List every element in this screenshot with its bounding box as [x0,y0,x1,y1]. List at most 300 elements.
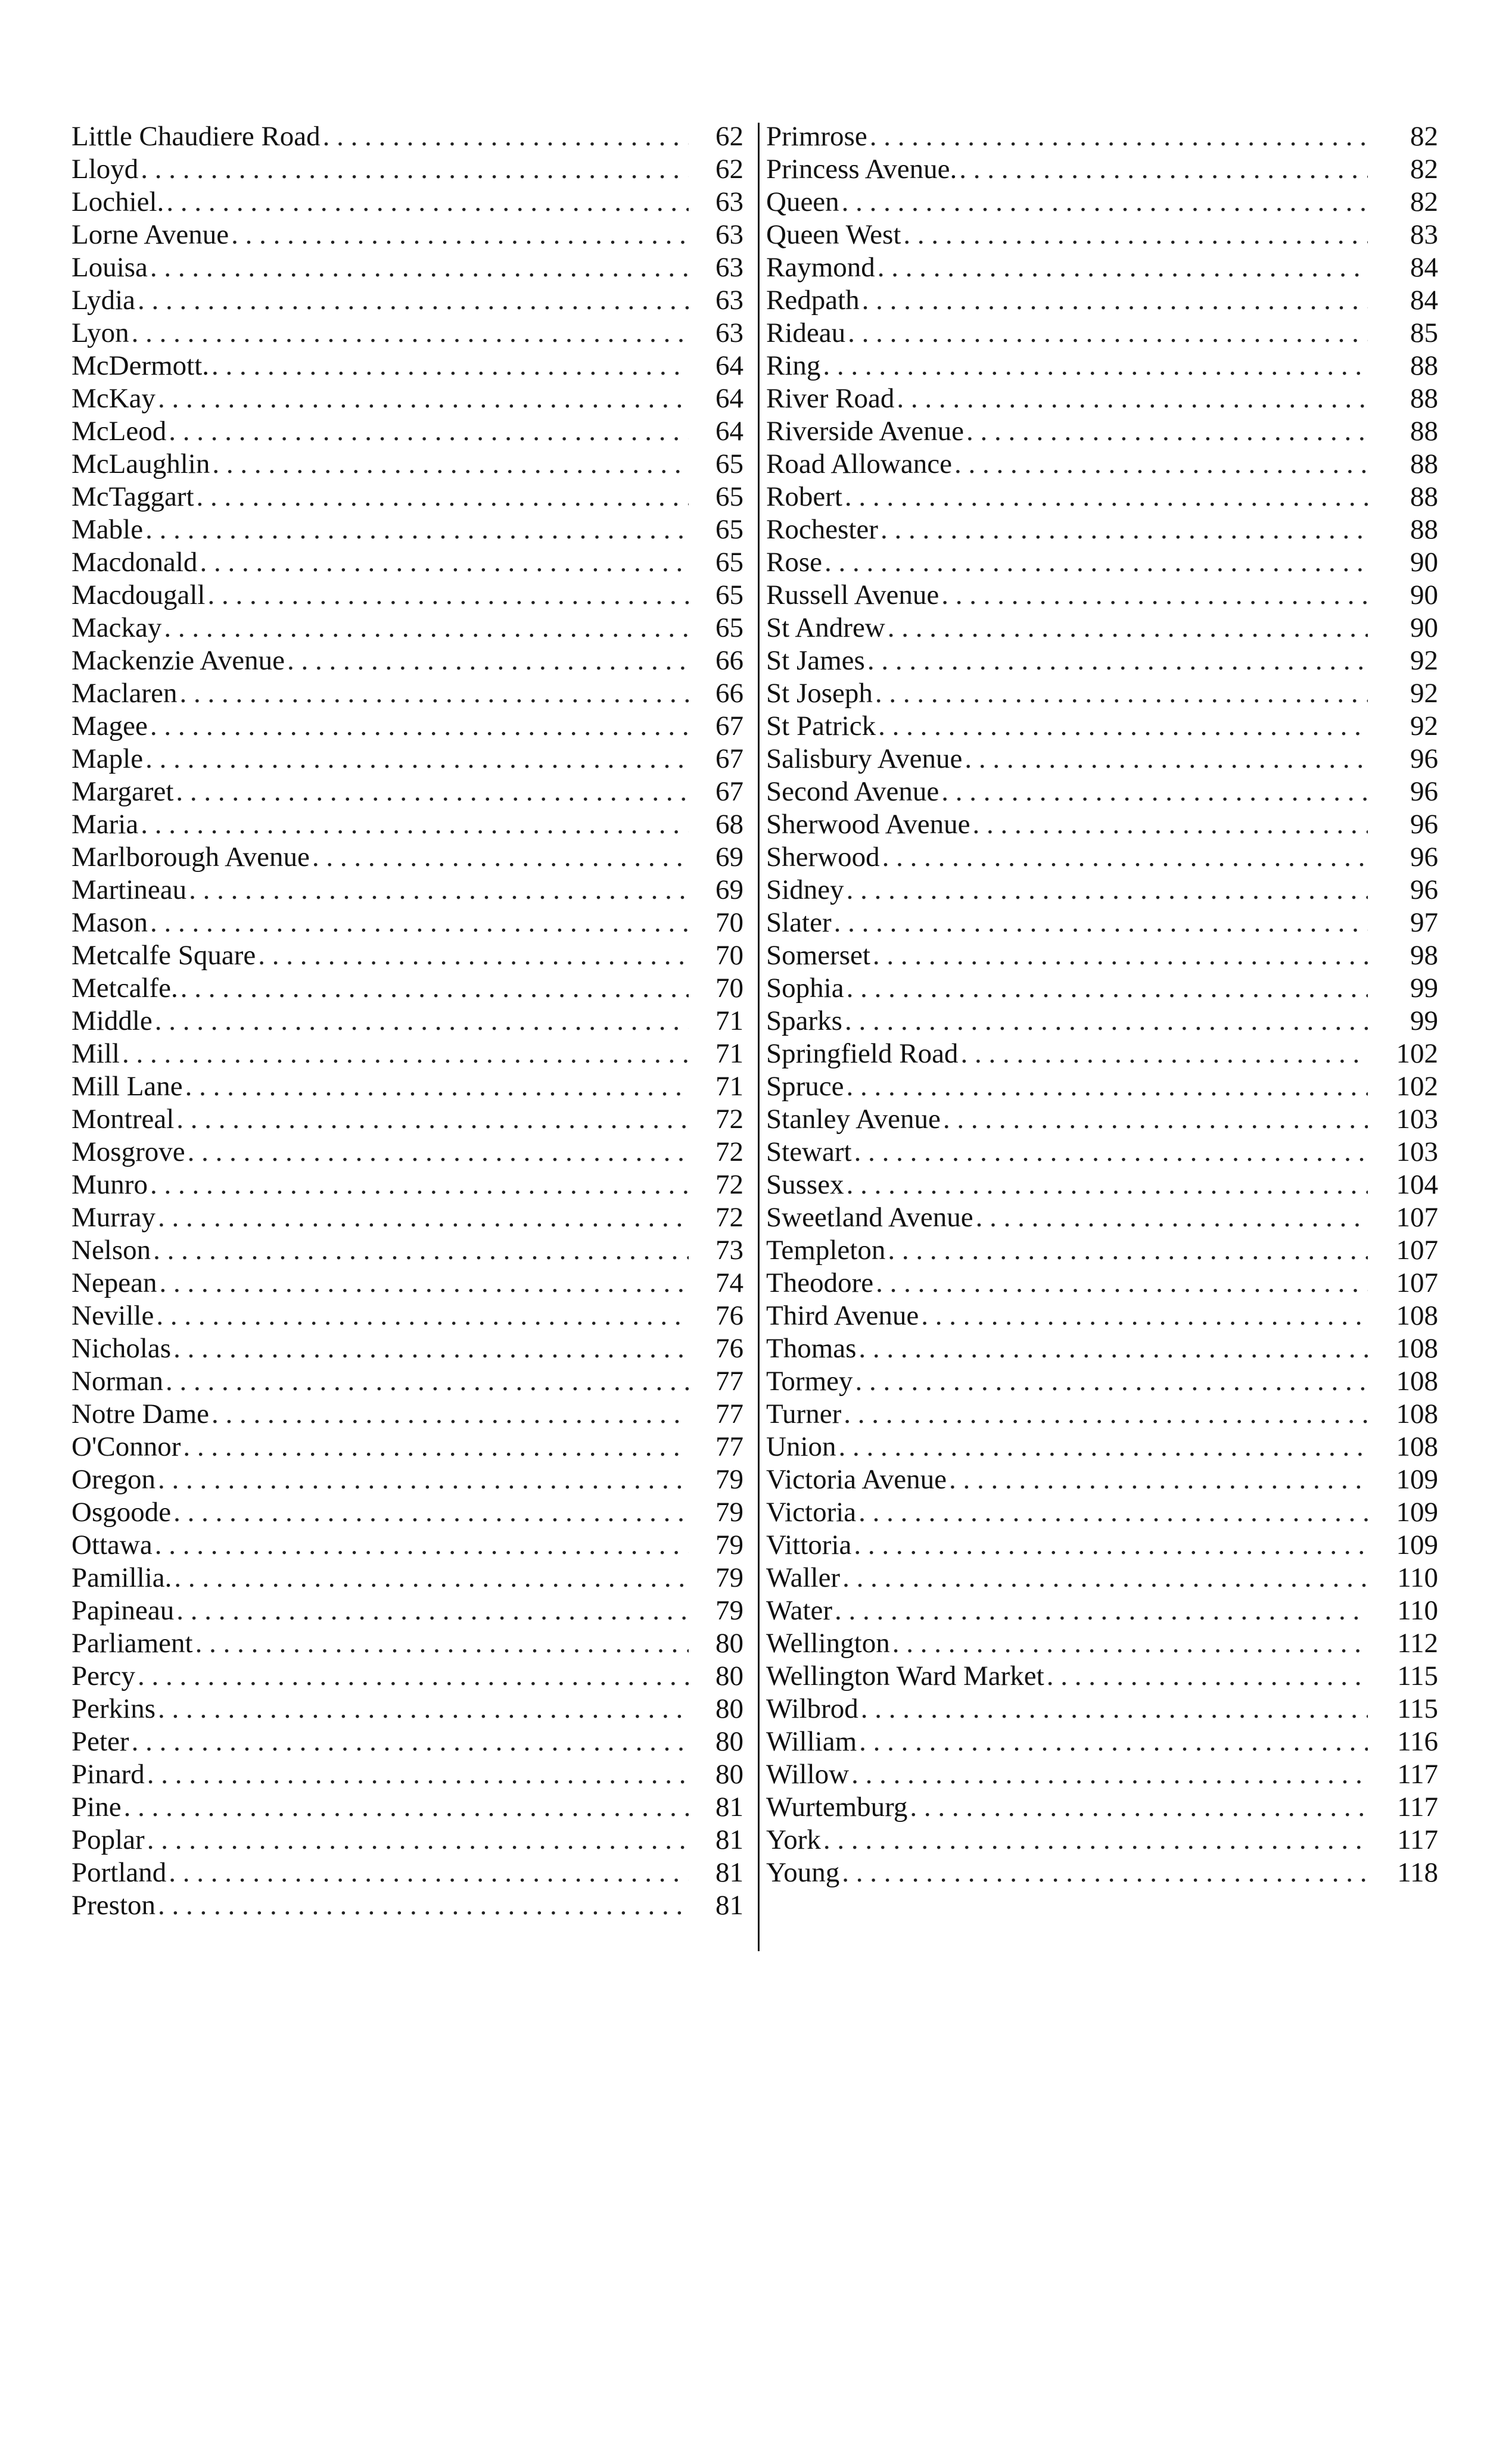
dot-leader [179,677,689,710]
dot-leader [903,219,1368,251]
dot-leader [211,350,689,382]
page-number: 103 [1396,1104,1438,1135]
dot-leader [966,415,1368,448]
dot-leader [859,1725,1368,1758]
page-number: 109 [1396,1497,1438,1528]
dot-leader [173,1332,689,1365]
dot-leader [949,1463,1368,1496]
page-number: 63 [715,186,743,217]
index-entry [71,612,743,644]
index-entry [71,219,743,251]
page-number: 82 [1410,121,1438,152]
index-entry [71,1300,743,1332]
dot-leader [132,1725,689,1758]
street-name: Mackay [71,612,162,643]
page-number: 66 [715,678,743,709]
street-name: Sophia [766,973,844,1004]
street-name: Lyon [71,317,129,348]
index-entry [766,1594,1438,1627]
index-column-right [766,120,1438,1889]
street-name: St Patrick [766,711,876,742]
page-number: 80 [715,1628,743,1659]
page-number: 64 [715,383,743,414]
page-number: 84 [1410,285,1438,316]
index-entry [71,1332,743,1365]
page-number: 83 [1410,219,1438,250]
street-name: Mill [71,1038,120,1069]
index-entry [766,1627,1438,1660]
page-number: 96 [1410,776,1438,807]
index-entry [71,251,743,284]
dot-leader [208,579,689,612]
index-entry [766,513,1438,546]
dot-leader [976,1201,1368,1234]
street-name: Somerset [766,940,870,971]
street-name: Stewart [766,1136,852,1167]
page-number: 88 [1410,481,1438,512]
street-name: Magee [71,711,148,742]
page-number: 108 [1396,1300,1438,1331]
page-number: 77 [715,1398,743,1429]
dot-leader [176,775,689,808]
index-entry [766,939,1438,972]
page-number: 110 [1397,1562,1438,1593]
index-entry [71,317,743,350]
street-name: Mackenzie Avenue [71,645,285,676]
street-name: Water [766,1595,833,1626]
dot-leader [122,1038,689,1070]
index-entry [71,1529,743,1562]
dot-leader [854,1529,1368,1562]
page-number: 96 [1410,842,1438,873]
page-number: 72 [715,1202,743,1233]
dot-leader [854,1136,1368,1169]
page-number: 81 [715,1824,743,1855]
street-name: Munro [71,1169,148,1200]
street-name: Third Avenue [766,1300,919,1331]
dot-leader [197,481,689,513]
dot-leader [892,1627,1368,1660]
index-entry [71,350,743,382]
index-entry [766,1300,1438,1332]
page-number: 82 [1410,154,1438,185]
index-entry [71,1463,743,1496]
index-entry [766,120,1438,153]
page-number: 63 [715,252,743,283]
street-name: Nelson [71,1235,151,1266]
dot-leader [858,1496,1368,1529]
index-entry [71,1562,743,1594]
street-name: Wilbrod [766,1693,858,1724]
street-name: Wellington Ward Market [766,1661,1044,1692]
dot-leader [960,1038,1368,1070]
dot-leader [941,579,1368,612]
dot-leader [847,874,1368,907]
street-name: Sweetland Avenue [766,1202,973,1233]
dot-leader [873,939,1368,972]
index-entry [766,644,1438,677]
page-number: 81 [715,1792,743,1823]
dot-leader [847,1169,1368,1201]
index-entry [766,1103,1438,1136]
index-entry [71,939,743,972]
page-number: 88 [1410,416,1438,447]
dot-leader [842,186,1368,219]
street-name: Queen West [766,219,901,250]
page-number: 109 [1396,1464,1438,1495]
dot-leader [155,1529,689,1562]
street-name: Turner [766,1398,842,1429]
page-number: 99 [1410,973,1438,1004]
dot-leader [848,317,1368,350]
page-number: 90 [1410,612,1438,643]
street-name: Parliament [71,1628,193,1659]
page-number: 70 [715,907,743,938]
street-name: Young [766,1857,840,1888]
street-name: Norman [71,1366,164,1397]
page-number: 81 [715,1890,743,1921]
index-entry [766,612,1438,644]
page-number: 104 [1396,1169,1438,1200]
index-entry [71,120,743,153]
index-entry [71,841,743,874]
index-entry [71,513,743,546]
index-entry [766,1398,1438,1431]
page-number: 71 [715,1071,743,1102]
dot-leader [851,1758,1368,1791]
dot-leader [141,153,689,186]
street-name: Little Chaudiere Road [71,121,321,152]
dot-leader [910,1791,1368,1824]
index-entry [71,677,743,710]
page-number: 80 [715,1693,743,1724]
index-entry [71,1856,743,1889]
street-name: Wellington [766,1628,890,1659]
street-name: Union [766,1431,836,1462]
dot-leader [174,1562,689,1594]
page-number: 77 [715,1431,743,1462]
index-entry [766,251,1438,284]
street-name: McLeod [71,416,167,447]
dot-leader [862,284,1368,317]
street-name: Poplar [71,1824,145,1855]
dot-leader [855,1365,1368,1398]
index-entry [766,1431,1438,1463]
street-name: Lochiel. [71,186,164,217]
page-number: 76 [715,1333,743,1364]
dot-leader [875,677,1368,710]
street-name: Lydia [71,285,136,316]
street-name: Oregon [71,1464,155,1495]
street-name: Primrose [766,121,867,152]
index-entry [71,1136,743,1169]
index-entry [71,874,743,907]
dot-leader [160,1267,689,1300]
index-entry [766,907,1438,939]
dot-leader [823,1824,1368,1856]
street-name: Martineau [71,874,187,905]
page-number: 90 [1410,547,1438,578]
street-name: Pinard [71,1759,145,1790]
street-name: Sherwood [766,842,880,873]
index-entry [766,1234,1438,1267]
dot-leader [169,1856,689,1889]
page-number: 117 [1397,1759,1438,1790]
dot-leader [834,907,1368,939]
index-entry [71,153,743,186]
index-entry [766,284,1438,317]
page-number: 69 [715,842,743,873]
index-entry [71,448,743,481]
page-number: 118 [1397,1857,1438,1888]
index-entry [71,1758,743,1791]
index-entry [766,317,1438,350]
dot-leader [150,1169,689,1201]
page-number: 73 [715,1235,743,1266]
dot-leader [861,1693,1368,1725]
index-entry [71,1201,743,1234]
dot-leader [156,1300,689,1332]
page-number: 99 [1410,1005,1438,1036]
dot-leader [858,1332,1368,1365]
street-name: Sidney [766,874,844,905]
dot-leader [153,1234,689,1267]
page-number: 92 [1410,678,1438,709]
page-number: 80 [715,1661,743,1692]
index-column-left [71,120,743,1922]
dot-leader [870,120,1368,153]
page-number: 82 [1410,186,1438,217]
page-number: 108 [1396,1398,1438,1429]
dot-leader [145,513,689,546]
dot-leader [845,481,1368,513]
street-name: Metcalfe Square [71,940,256,971]
page-number: 63 [715,219,743,250]
index-entry [766,1562,1438,1594]
street-name: Robert [766,481,842,512]
street-name: Sparks [766,1005,842,1036]
page-number: 63 [715,317,743,348]
index-entry [71,1693,743,1725]
page-number: 65 [715,547,743,578]
index-entry [766,808,1438,841]
street-name: Willow [766,1759,850,1790]
index-entry [71,186,743,219]
index-entry [71,1365,743,1398]
index-entry [71,1070,743,1103]
street-name: Maria [71,809,139,840]
street-name: Stanley Avenue [766,1104,941,1135]
dot-leader [183,1431,689,1463]
street-name: Raymond [766,252,875,283]
index-entry [71,382,743,415]
street-name: McKay [71,383,155,414]
page-number: 72 [715,1104,743,1135]
index-entry [71,481,743,513]
page-number: 103 [1396,1136,1438,1167]
index-entry [766,481,1438,513]
street-name: Montreal [71,1104,175,1135]
index-entry [71,644,743,677]
street-name: Notre Dame [71,1398,209,1429]
street-name: Mason [71,907,148,938]
page-number: 62 [715,154,743,185]
page-number: 67 [715,776,743,807]
street-name: Peter [71,1726,129,1757]
street-name: Osgoode [71,1497,172,1528]
page-number: 96 [1410,743,1438,774]
dot-leader [155,1005,689,1038]
street-name: Princess Avenue. [766,154,957,185]
page-number: 92 [1410,711,1438,742]
index-entry [766,153,1438,186]
index-entry [766,1169,1438,1201]
street-name: Templeton [766,1235,886,1266]
index-entry [766,1070,1438,1103]
page-number: 85 [1410,317,1438,348]
dot-leader [231,219,689,251]
index-entry [766,1136,1438,1169]
dot-leader [965,743,1368,775]
page-number: 66 [715,645,743,676]
dot-leader [195,1627,689,1660]
index-entry [766,1529,1438,1562]
index-entry [766,1267,1438,1300]
index-entry [71,1660,743,1693]
dot-leader [842,1856,1368,1889]
dot-leader [835,1594,1368,1627]
street-name: Nicholas [71,1333,172,1364]
dot-leader [959,153,1368,186]
index-entry [766,677,1438,710]
page-number: 116 [1397,1726,1438,1757]
index-entry [71,907,743,939]
page-number: 65 [715,580,743,610]
street-name: Sherwood Avenue [766,809,970,840]
dot-leader [823,350,1368,382]
street-name: Macdougall [71,580,206,610]
dot-leader [847,972,1368,1005]
index-entry [71,1627,743,1660]
street-name: Vittoria [766,1530,852,1560]
page-number: 96 [1410,809,1438,840]
page-number: 80 [715,1759,743,1790]
index-entry [766,775,1438,808]
page-number: 64 [715,350,743,381]
page-number: 88 [1410,383,1438,414]
dot-leader [173,1496,689,1529]
dot-leader [842,1562,1368,1594]
street-name: Wurtemburg [766,1792,908,1823]
dot-leader [181,972,689,1005]
index-entry [71,1234,743,1267]
street-name: Margaret [71,776,174,807]
street-name: St Joseph [766,678,873,709]
dot-leader [185,1070,689,1103]
page-number: 71 [715,1038,743,1069]
street-name: Perkins [71,1693,155,1724]
dot-leader [888,612,1368,644]
index-entry [766,1824,1438,1856]
street-name: St James [766,645,865,676]
page-number: 102 [1396,1071,1438,1102]
street-name: Thomas [766,1333,857,1364]
index-entry [766,841,1438,874]
dot-leader [867,644,1368,677]
page-number: 77 [715,1366,743,1397]
page-number: 117 [1397,1824,1438,1855]
index-entry [766,874,1438,907]
street-name: McDermott. [71,350,210,381]
index-entry [71,1038,743,1070]
page-number: 69 [715,874,743,905]
dot-leader [169,415,689,448]
index-entry [766,743,1438,775]
index-entry [766,1791,1438,1824]
index-entry [71,808,743,841]
street-name: Redpath [766,285,860,316]
street-name: Queen [766,186,839,217]
dot-leader [845,1005,1368,1038]
street-name: Second Avenue [766,776,939,807]
street-name: Sussex [766,1169,844,1200]
street-name: Waller [766,1562,841,1593]
page-number: 107 [1396,1235,1438,1266]
index-entry [766,448,1438,481]
index-entry [766,219,1438,251]
dot-leader [138,284,689,317]
index-entry [71,579,743,612]
page-number: 68 [715,809,743,840]
street-name: Maclaren [71,678,178,709]
street-name: Papineau [71,1595,175,1626]
index-entry [766,1758,1438,1791]
street-name: Tormey [766,1366,853,1397]
page-number: 88 [1410,448,1438,479]
street-name: William [766,1726,857,1757]
page-number: 65 [715,481,743,512]
page-number: 79 [715,1595,743,1626]
street-name: McLaughlin [71,448,210,479]
dot-leader [847,1070,1368,1103]
index-entry [766,710,1438,743]
street-name: Riverside Avenue [766,416,964,447]
street-name: Marlborough Avenue [71,842,310,873]
street-name: Road Allowance [766,448,952,479]
index-entry [71,1496,743,1529]
page-number: 110 [1397,1595,1438,1626]
page-number: 115 [1397,1693,1438,1724]
dot-leader [138,1660,689,1693]
page-number: 88 [1410,514,1438,545]
street-name: York [766,1824,821,1855]
street-name: O'Connor [71,1431,181,1462]
index-entry [71,1791,743,1824]
street-name: Macdonald [71,547,198,578]
dot-leader [211,1398,689,1431]
index-entry [766,1856,1438,1889]
street-name: Mable [71,514,144,545]
dot-leader [150,710,689,743]
index-entry [766,1365,1438,1398]
index-entry [766,1725,1438,1758]
dot-leader [878,251,1368,284]
index-entry [766,350,1438,382]
page-number: 70 [715,973,743,1004]
index-entry [71,743,743,775]
street-name: Preston [71,1890,155,1921]
dot-leader [897,382,1368,415]
